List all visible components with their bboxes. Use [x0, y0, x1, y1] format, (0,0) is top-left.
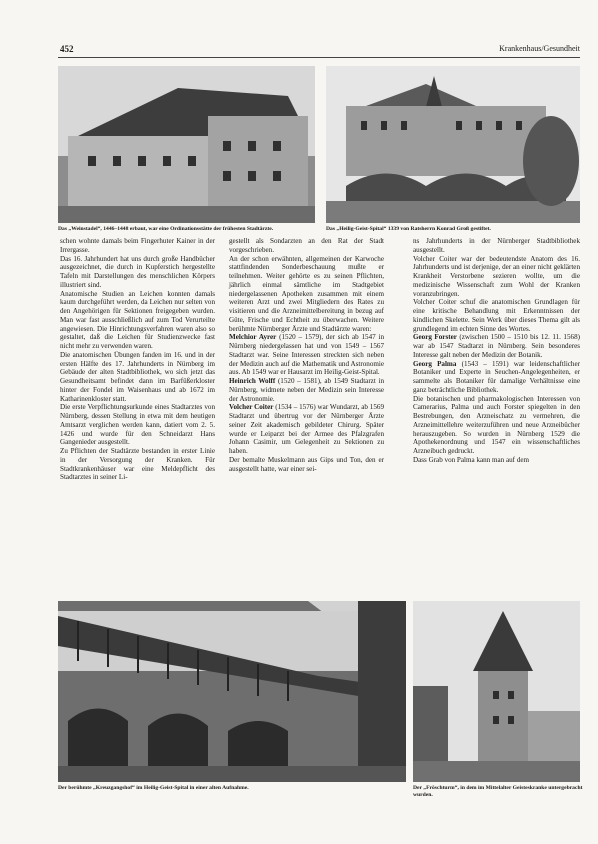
paragraph: Das 16. Jahrhundert hat uns durch große Handbücher ausgezeichnet, die durch in Kupferstich hergestellte Tafeln mit Darstellungen des menschlichen Körpers illustriert sind.	[60, 254, 215, 289]
paragraph: gestellt als Sondarzten an den Rat der Stadt vorgeschrieben.	[229, 237, 384, 254]
caption-heilig-geist-spital: Das „Heilig-Geist-Spital“ 1339 von Ratsherrn Konrad Groß gestiftet.	[326, 226, 491, 232]
paragraph: An der schon erwähnten, allgemeinen der Karwoche stattfindenden Sonderbeschauung mußte er teilnehmen. Weiter gehörte es zu seinen Pflichten, jährlich einmal sämtliche im Stadtgebiet niedergelassenen Apotheken zusammen mit einem weiteren Arzt und zwei Mitgliedern des Rates zu visitieren und die Arzneimittelbereitung in bezug auf Güte, Frische und Echtheit zu überwachen. Weitere berühmte Nürnberger Ärzte und Stadtärzte waren:	[229, 254, 384, 333]
caption-froeschturm: Der „Fröschturm“, in dem im Mittelalter Geisteskranke untergebracht wurden.	[413, 785, 583, 798]
paragraph: Georg Forster (zwischen 1500 – 1510 bis 12. 11. 1568) war ab 1547 Stadtarzt in Nürnberg. Sein besonderes Interesse galt neben der Medizin der Botanik.	[413, 333, 580, 359]
kreuzgangshof-photo	[58, 601, 406, 782]
paragraph: Die erste Verpflichtungsurkunde eines Stadtarztes von Nürnberg, dessen Stellung in etwa mit dem heutigen Amtsarzt verglichen werden kann, datiert vom 2. 5. 1426 und wurde für den Schneidarzt Hans Gangenieder ausgestellt.	[60, 403, 215, 447]
froeschturm-photo	[413, 601, 580, 782]
text-column-3	[413, 237, 580, 465]
person-name: Volcher Coiter	[229, 403, 274, 412]
paragraph: Volcher Coiter schuf die anatomischen Grundlagen für eine kritische Behandlung mit Erkenntnissen der kindlichen Skelette. Sein Werk über dieses Thema gilt als grundlegend im echten Sinne des Wortes.	[413, 298, 580, 333]
heilig-geist-spital-drawing	[326, 66, 580, 223]
paragraph: Melchior Ayrer (1520 – 1579), der sich ab 1547 in Nürnberg niedergelassen hat und von 1549 – 1567 Stadtarzt war. Seine Interessen streckten sich neben der Medizin auch auf die Mathematik und Astronomie aus. Ab 1549 war er Hausarzt im Heilig-Geist-Spital.	[229, 333, 384, 377]
header-rule	[58, 57, 580, 58]
paragraph: Zu Pflichten der Stadtärzte bestanden in erster Linie in der Versorgung der Kranken. Für Stadtkrankenhäuser war eine Meldepflicht des Stadtarztes in seiner Li-	[60, 447, 215, 482]
paragraph: schen wohnte damals beim Fingerhuter Kainer in der Irrergasse.	[60, 237, 215, 254]
paragraph: Anatomische Studien an Leichen konnten damals kaum durchgeführt werden, da Leichen nur selten von den Angehörigen für Sektionen freigegeben wurden. Man war fast ausschließlich auf zum Tod Verurteilte angewiesen. Die Hinrichtungsverfahren waren also so gestaltet, daß die Leichen für Studienzwecke fast nicht mehr zu verwenden waren.	[60, 289, 215, 350]
text-column-2	[229, 237, 384, 473]
person-name: Melchior Ayrer	[229, 333, 277, 342]
paragraph: Heinrich Wolff (1520 – 1581), ab 1549 Stadtarzt in Nürnberg, widmete neben der Medizin sein Interesse der Astronomie.	[229, 377, 384, 403]
paragraph: Volcher Coiter war der bedeutendste Anatom des 16. Jahrhunderts und ist derjenige, der an einer nicht geklärten Krankheit Verstorbene sezieren wollte, um die medizinische Wissenschaft zum Wohl der Kranken voranzubringen.	[413, 254, 580, 298]
paragraph: ns Jahrhunderts in der Nürnberger Stadtbibliothek ausgestellt.	[413, 237, 580, 254]
caption-kreuzgangshof: Der berühmte „Kreuzgangshof“ im Heilig-Geist-Spital in einer alten Aufnahme.	[58, 785, 249, 791]
paragraph: Volcher Coiter (1534 – 1576) war Wundarzt, ab 1569 Stadtarzt und übertrug vor der Nürnberger Ärzte seiner Zeit akademisch gebildeter Chirurg. Später wurde er Leiparzt bei der Armee des Pfalzgrafen Johann Casimir, um Gelegenheit zu Sektionen zu haben.	[229, 403, 384, 455]
person-name: Georg Forster	[413, 333, 457, 342]
weinstadel-photo	[58, 66, 315, 223]
paragraph: Der bemalte Muskelmann aus Gips und Ton, den er ausgestellt hatte, war einer sei-	[229, 455, 384, 473]
text-column-1	[60, 237, 215, 482]
person-name: Georg Palma	[413, 359, 457, 368]
paragraph: Georg Palma (1543 – 1591) war leidenschaftlicher Botaniker und Experte in Seuchen-Angelegenheiten, er sammelte als Botaniker für damalige Verhältnisse eine ganz beträchtliche Bibliothek.	[413, 359, 580, 394]
running-title: Krankenhaus/Gesundheit	[499, 44, 580, 53]
caption-weinstadel: Das „Weinstadel“, 1446–1448 erbaut, war eine Ordinationsstätte der frühesten Stadtärzte.	[58, 226, 274, 232]
paragraph: Die botanischen und pharmakologischen Interessen von Camerarius, Palma und auch Forster spiegelten in den Bestrebungen, den Arzneischatz zu vermehren, die Arzneimittellehre weiterzuführen und neue Arzneibücher herauszugeben. So wurden in Nürnberg 1529 die Apothekenordnung und 1547 ein wissenschaftliches Arzneibuch gedruckt.	[413, 394, 580, 455]
page-number: 452	[60, 44, 74, 54]
paragraph: Dass Grab von Palma kann man auf dem	[413, 455, 530, 464]
paragraph: Die anatomischen Übungen fanden im 16. und in der ersten Hälfte des 17. Jahrhunderts in Nürnberg im Gebäude der alten Stadtbibliothek, wo sich jetzt das Gesundheitsamt befindet dann im Barfüßerkloster hinter der Fondel im Waisenhaus und ab 1672 im Katharinenkloster statt.	[60, 350, 215, 403]
person-name: Heinrich Wolff	[229, 377, 276, 385]
